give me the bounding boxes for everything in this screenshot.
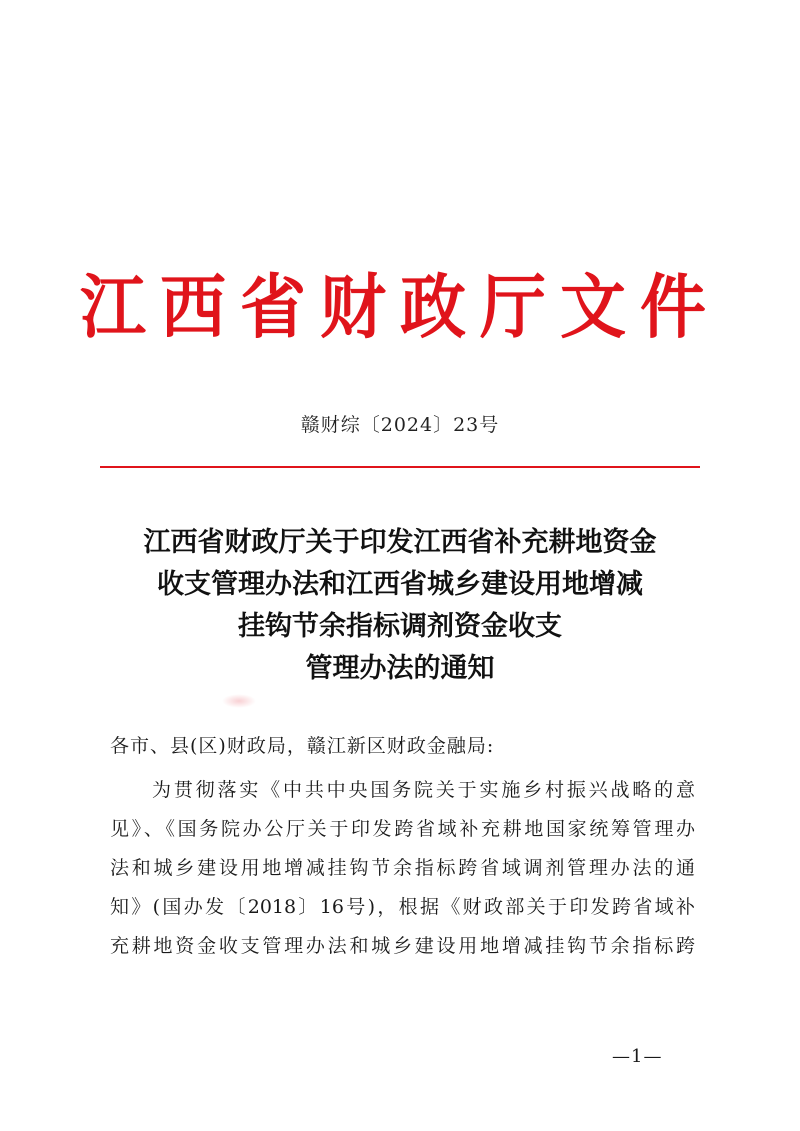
document-number: 赣财综〔2024〕23号 [300, 414, 500, 436]
body-line: 见》、《国务院办公厅关于印发跨省域补充耕地国家统筹管理办 [110, 818, 695, 840]
faint-stamp-mark [222, 694, 256, 708]
addressee-line: 各市、县(区)财政局，赣江新区财政金融局: [110, 735, 495, 757]
page-number: —1— [612, 1046, 663, 1067]
title-line: 收支管理办法和江西省城乡建设用地增减 [157, 569, 643, 600]
document-title [90, 522, 710, 690]
body-line: 法和城乡建设用地增减挂钩节余指标跨省域调剂管理办法的通 [110, 857, 695, 879]
title-line: 管理办法的通知 [305, 653, 495, 684]
body-line: 为贯彻落实《中共中央国务院关于实施乡村振兴战略的意 [152, 779, 695, 801]
issuer-header-title: 江西省财政厅文件 [80, 266, 720, 348]
title-line: 江西省财政厅关于印发江西省补充耕地资金 [143, 527, 657, 558]
body-line: 充耕地资金收支管理办法和城乡建设用地增减挂钩节余指标跨 [110, 935, 695, 957]
title-line: 挂钩节余指标调剂资金收支 [238, 611, 562, 642]
red-divider-line [100, 466, 700, 468]
body-line: 知》(国办发〔2018〕16号)，根据《财政部关于印发跨省域补 [110, 896, 695, 918]
body-paragraph [110, 771, 695, 966]
